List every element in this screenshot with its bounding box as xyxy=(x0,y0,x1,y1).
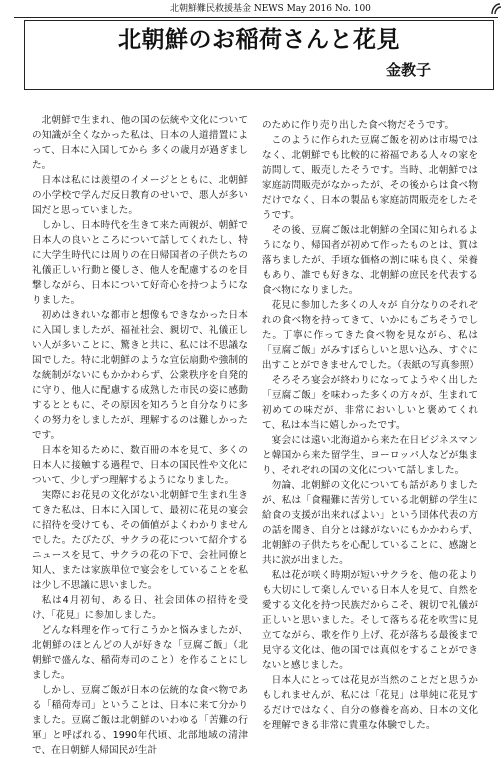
title-box xyxy=(24,20,494,90)
newsletter-header: 北朝鮮難民救援基金 NEWS May 2016 No. 100 xyxy=(170,4,371,14)
paragraph-continuation: のために作り売り出した食べ物だそうです。 xyxy=(262,120,455,131)
paragraph: このように作られた豆腐ご飯を初めは市場ではなく、北朝鮮でも比較的に裕福である人々の家を訪問して、販売したそうです。当時、北朝鮮では家庭訪問販売がなかったが、その後からは食べ物だけでなく、日本の製品も家庭訪問販売をしたそうです。 xyxy=(262,135,478,221)
paragraph: しかし、豆腐ご飯が日本の伝統的な食べ物である「稲荷寿司」ということは、日本に来て分かりました。豆腐ご飯は北朝鮮のいわゆる「苦難の行軍」と呼ばれる、1990年代頃、北部地域の清津で、在日朝鮮人帰国民が生計 xyxy=(32,685,248,756)
paragraph: 私は花が咲く時期が短いサクラを、他の花よりも大切にして楽しんでいる日本人を見て、自然を愛する文化を持つ民族だからこそ、親切で礼儀が正しいと思いました。そして落ちる花を吹雪に見立てながら、歌を作り上げ、花が落ちる最後まで見守る文化は、他の国では真似をすることができないと感じました。 xyxy=(262,570,478,671)
paragraph: 日本は私には羨望のイメージとともに、北朝鮮の小学校で学んだ反日教育のせいで、悪人が多い国だと思っていました。 xyxy=(32,175,248,216)
paragraph: どんな料理を作って行こうかと悩みましたが、北朝鮮のほとんどの人が好きな「豆腐ご飯」（北朝鮮で盛んな、稲荷寿司のこと）を作ることにしました。 xyxy=(32,625,248,681)
article-body-left-column xyxy=(32,113,248,756)
paragraph: 日本人にとっては花見が当然のことだと思うかもしれませんが、私には「花見」は単純に花見するだけではなく、自分の修養を高め、日本の文化を理解できる非常に貴重な体験でした。 xyxy=(262,675,478,731)
paragraph: 初めはきれいな都市と想像もできなかった日本に入国しましたが、福祉社会、親切で、礼儀正しい人が多いことに、驚きと共に、私には不思議な国でした。特に北朝鮮のような宣伝扇動や強制的な統制がないにもかかわらず、公衆秩序を自発的に守り、他人に配慮する成熟した市民の姿に感動するとともに、その原因を知ろうと自分なりに多くの努力をしましたが、理解するのは難しかったです。 xyxy=(32,310,248,441)
article-author: 金教子 xyxy=(385,61,431,79)
paragraph: その後、豆腐ご飯は北朝鮮の全国に知られるようになり、帰国者が初めて作ったものとは、質は落ちましたが、手頃な価格の割に味も良く、栄養もあり、誰でも好きな、北朝鮮の庶民を代表する食べ物になりました。 xyxy=(262,225,478,296)
article-body-right-column xyxy=(262,118,480,731)
paragraph: 実際にお花見の文化がない北朝鮮で生まれ生きてきた私は、日本に入国して、最初に花見の宴会に招待を受けても、その価値がよくわかりませんでした。たびたび、サクラの花について紹介するニュースを見て、サクラの花の下で、会社同僚と知人、または家族単位で宴会をしていることを私は少し不思議に思いました。 xyxy=(32,490,248,591)
paragraph: しかし、日本時代を生きて来た両親が、朝鮮で日本人の良いところについて話してくれたし、特に大学生時代には周りの在日帰国者の子供たちの礼儀正しい行動と優しさ、他人を配慮するのを目撃しながら、日本について好奇心を持つようになりました。 xyxy=(32,220,248,306)
organization-logo-icon xyxy=(490,2,502,16)
paragraph: 日本を知るために、数百冊の本を見て、多くの日本人に接触する過程で、日本の国民性や文化について、少しずつ理解するようになりました。 xyxy=(32,445,248,486)
paragraph: 北朝鮮で生まれ、他の国の伝統や文化についての知識が全くなかった私は、日本の人道措置によって、日本に入国してから 多くの歳月が過ぎました。 xyxy=(32,115,248,171)
paragraph: 私は4月初旬、ある日、社会団体の招待を受け、「花見」に参加しました。 xyxy=(32,595,248,621)
paragraph: 宴会には遠い北海道から来た在日ビジネスマンと韓国から来た留学生、ヨーロッパ人などが集まり、それぞれの国の文化について話しました。 xyxy=(262,435,478,476)
paragraph: 花見に参加した多くの人々が 自分なりのそれぞれの食べ物を持ってきて、いかにもごちそうでした。丁寧に作ってきた食べ物を見ながら、私は「豆腐ご飯」がみすぼらしいと思い込み、すぐに出すことができませんでした。（表紙の写真参照） xyxy=(262,300,480,371)
article-title: 北朝鮮のお稲荷さんと花見 xyxy=(118,27,400,53)
paragraph: そろそろ宴会が終わりになってようやく出した「豆腐ご飯」を味わった多くの方々が、生まれて初めての味だが、非常においしいと褒めてくれて、私は本当に嬉しかったです。 xyxy=(262,375,478,431)
header-divider xyxy=(14,17,498,18)
paragraph: 勿論、北朝鮮の文化についても話がありましたが、私は「食糧難に苦労している北朝鮮の学生に給食の支援が出来ればよい」という団体代表の方の話を聞き、自分とは縁がないにもかかわらず、北朝鮮の子供たちを心配していることに、感謝と共に涙が出ました。 xyxy=(262,480,478,566)
